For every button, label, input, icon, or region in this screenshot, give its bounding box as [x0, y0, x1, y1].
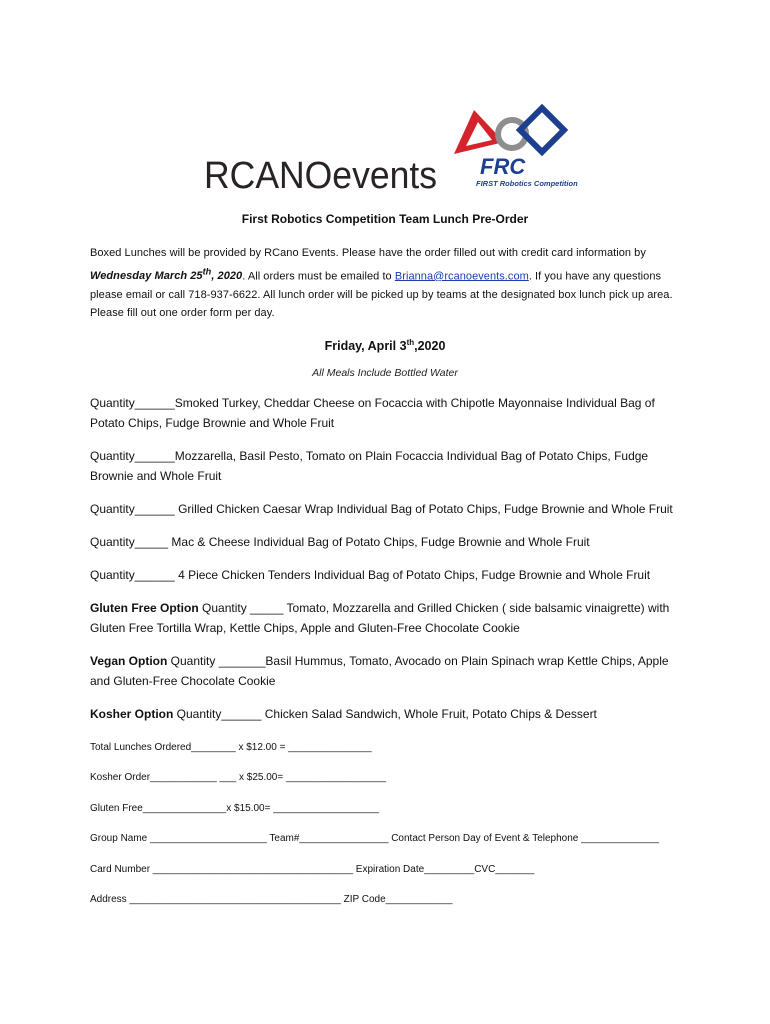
- menu-item: Quantity______Mozzarella, Basil Pesto, Tomato on Plain Focaccia Individual Bag of Potato Chips, Fudge Brownie and Whole Fruit: [90, 448, 649, 483]
- document-title: First Robotics Competition Team Lunch Pre-Order: [241, 212, 529, 226]
- event-date: Friday, April 3th,2020: [324, 337, 446, 353]
- menu-items: [90, 393, 680, 724]
- menu-item: Quantity______ Grilled Chicken Caesar Wrap Individual Bag of Potato Chips, Fudge Brownie and Whole Fruit: [90, 501, 673, 516]
- order-form-fields: [90, 742, 680, 906]
- order-deadline: Wednesday March 25th, 2020: [90, 266, 243, 283]
- frc-logo-subtitle: FIRST Robotics Competition: [476, 179, 578, 188]
- intro-part2: . All orders must be emailed to: [242, 270, 395, 283]
- group-name-line: Group Name _____________________ Team#________________ Contact Person Day of Event & Telephone ______________: [90, 833, 659, 845]
- rcano-events-logo: [204, 148, 439, 196]
- total-lunches-line: Total Lunches Ordered________ x $12.00 = _______________: [90, 741, 372, 753]
- menu-item: Quantity_____ Mac & Cheese Individual Bag of Potato Chips, Fudge Brownie and Whole Fruit: [90, 534, 590, 549]
- intro-paragraph: [90, 244, 680, 323]
- card-number-line: Card Number ____________________________________ Expiration Date_________CVC_______: [90, 863, 535, 875]
- email-link[interactable]: Brianna@rcanoevents.com: [394, 270, 529, 283]
- menu-item: Quantity______ 4 Piece Chicken Tenders Individual Bag of Potato Chips, Fudge Brownie and Whole Fruit: [90, 567, 651, 582]
- frc-logo: [452, 102, 587, 190]
- gluten-free-line: Gluten Free_______________x $15.00= ___________________: [90, 802, 379, 814]
- kosher-order-line: Kosher Order____________ ___ x $25.00= __________________: [90, 772, 387, 784]
- address-line: Address ______________________________________ ZIP Code____________: [90, 894, 453, 906]
- bottled-water-note: All Meals Include Bottled Water: [312, 366, 458, 379]
- document-body: [90, 212, 680, 925]
- frc-logo-text: FRC: [480, 154, 526, 179]
- intro-part1: Boxed Lunches will be provided by RCano Events. Please have the order filled out with credit card information by: [90, 247, 646, 259]
- rcano-logo-text: RCANOevents: [204, 155, 437, 196]
- menu-item-kosher: Kosher Option Quantity______ Chicken Salad Sandwich, Whole Fruit, Potato Chips & Dessert: [90, 706, 597, 721]
- menu-item-gluten-free: Gluten Free Option Quantity _____ Tomato, Mozzarella and Grilled Chicken ( side balsamic vinaigrette) with Gluten Free Tortilla Wrap, Kettle Chips, Apple and Gluten-Free Chocolate Cookie: [90, 600, 670, 635]
- menu-item: Quantity______Smoked Turkey, Cheddar Cheese on Focaccia with Chipotle Mayonnaise Individual Bag of Potato Chips, Fudge Brownie and Whole Fruit: [90, 395, 655, 430]
- intro-part3: . If you have any questions please email or call 718-937-6622. All lunch order will be picked up by teams at the designated box lunch pick up area. Please fill out one order form per day.: [90, 270, 673, 320]
- menu-item-vegan: Vegan Option Quantity _______Basil Hummus, Tomato, Avocado on Plain Spinach wrap Kettle Chips, Apple and Gluten-Free Chocolate Cookie: [90, 653, 669, 688]
